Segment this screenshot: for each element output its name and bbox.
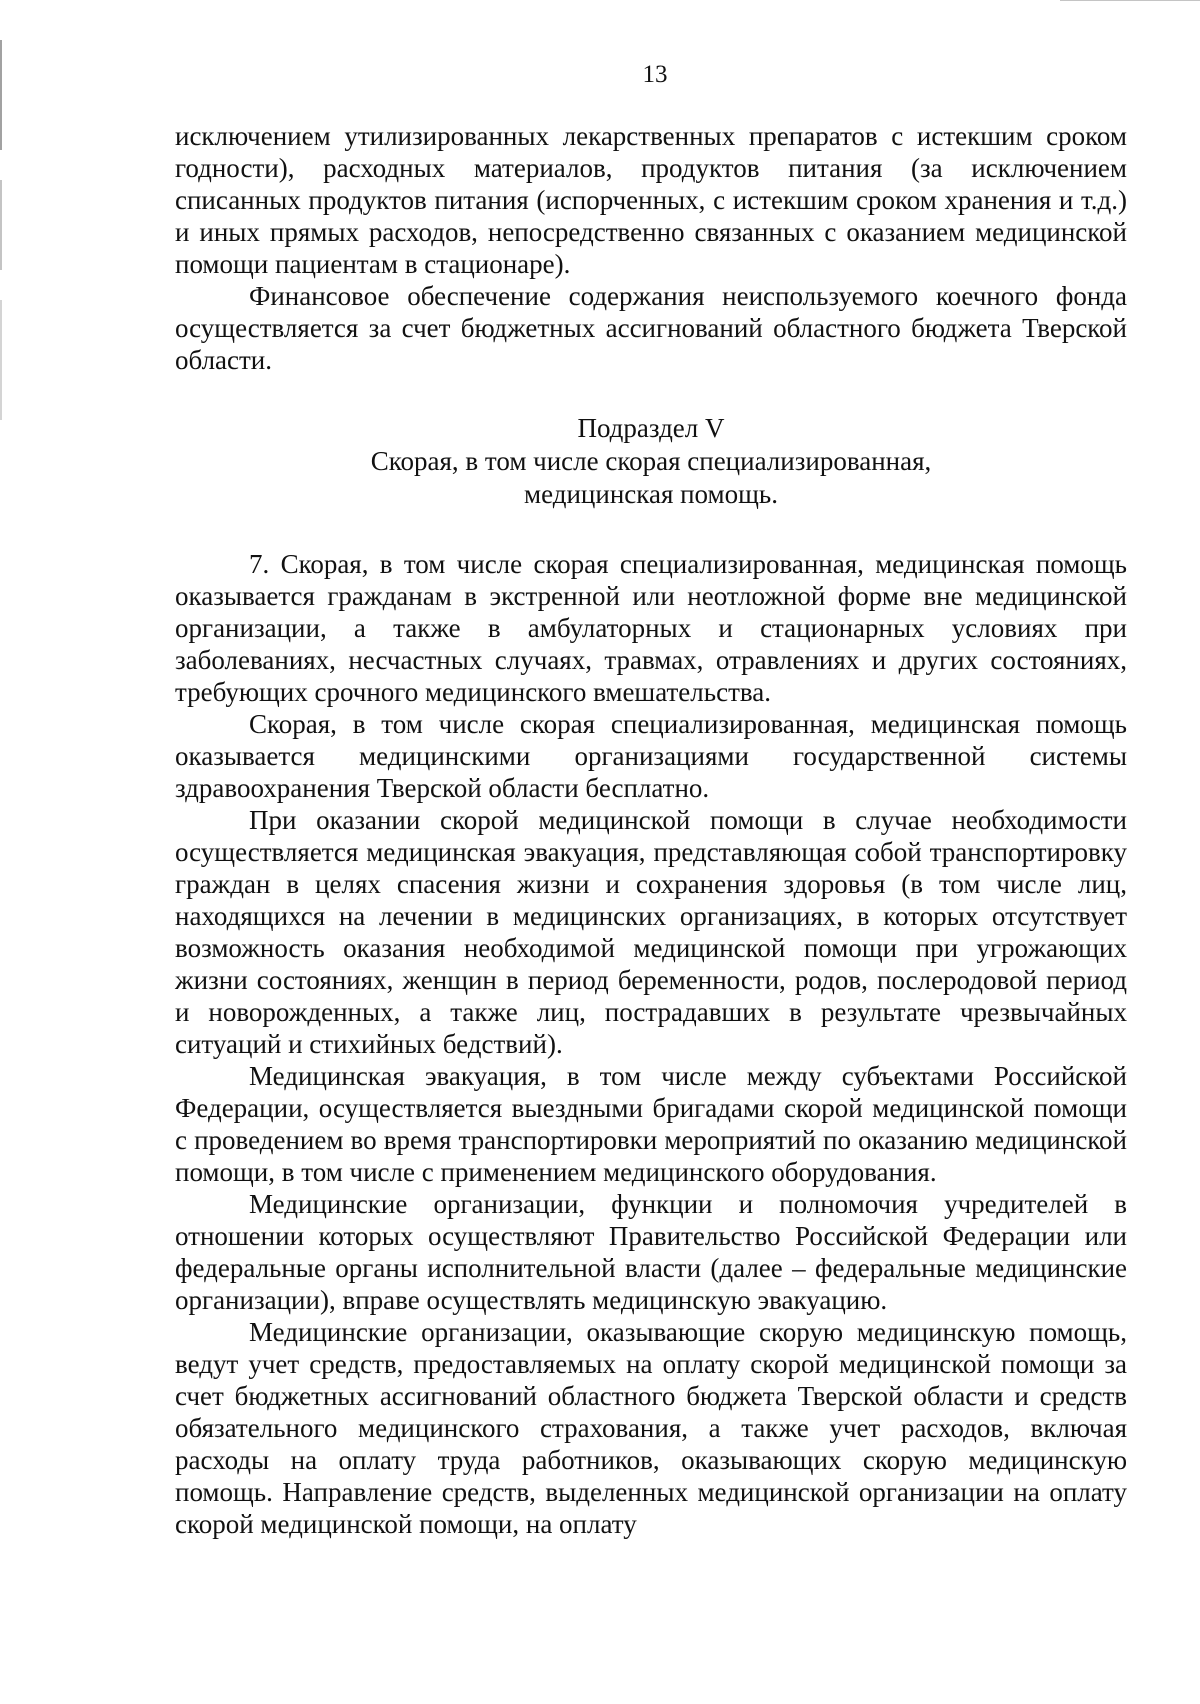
- paragraph-federal-organizations: Медицинские организации, функции и полномочия учредителей в отношении которых осуществляют Правительство Российской Федерации или федеральные органы исполнительной власти (далее – федеральные медицинские организации), вправе осуществлять медицинскую эвакуацию.: [175, 1189, 1127, 1315]
- scan-artifact-mark: [1060, 0, 1200, 1]
- financing-paragraph: Финансовое обеспечение содержания неиспользуемого коечного фонда осуществляется за счет бюджетных ассигнований областного бюджета Тверской области.: [175, 281, 1127, 375]
- paragraph-medical-evacuation: При оказании скорой медицинской помощи в случае необходимости осуществляется медицинская эвакуация, представляющая собой транспортировку граждан в целях спасения жизни и сохранения здоровья (в том числе лиц, находящихся на лечении в медицинских организациях, в которых отсутствует возможность оказания необходимой медицинской помощи при угрожающих жизни состояниях, женщин в период беременности, родов, послеродовой период и новорожденных, а также лиц, пострадавших в результате чрезвычайных ситуаций и стихийных бедствий).: [175, 805, 1127, 1059]
- intro-text-block: [175, 120, 1127, 376]
- paragraph-free-of-charge: Скорая, в том числе скорая специализированная, медицинская помощь оказывается медицинскими организациями государственной системы здравоохранения Тверской области бесплатно.: [175, 709, 1127, 803]
- section-title-line-1: Скорая, в том числе скорая специализированная,: [370, 446, 932, 476]
- scan-artifact-mark: [0, 300, 2, 420]
- section-title-line-2: медицинская помощь.: [524, 479, 778, 509]
- scan-artifact-mark: [0, 40, 2, 150]
- continuation-paragraph: исключением утилизированных лекарственных препаратов с истекшим сроком годности), расходных материалов, продуктов питания (за исключением списанных продуктов питания (испорченных, с истекшим сроком хранения и т.д.) и иных прямых расходов, непосредственно связанных с оказанием медицинской помощи пациентам в стационаре).: [175, 121, 1127, 279]
- paragraph-accounting: Медицинские организации, оказывающие скорую медицинскую помощь, ведут учет средств, предоставляемых на оплату скорой медицинской помощи за счет бюджетных ассигнований областного бюджета Тверской области и средств обязательного медицинского страхования, а также учет расходов, включая расходы на оплату труда работников, оказывающих скорую медицинскую помощь. Направление средств, выделенных медицинской организации на оплату скорой медицинской помощи, на оплату: [175, 1317, 1127, 1539]
- page-number: 13: [642, 61, 668, 88]
- scan-artifact-mark: [0, 180, 2, 270]
- section-heading: [175, 412, 1127, 511]
- paragraph-item-7: 7. Скорая, в том числе скорая специализированная, медицинская помощь оказывается гражданам в экстренной или неотложной форме вне медицинской организации, а также в амбулаторных и стационарных условиях при заболеваниях, несчастных случаях, травмах, отравлениях и других состояниях, требующих срочного медицинского вмешательства.: [175, 549, 1127, 707]
- paragraph-interregional-evacuation: Медицинская эвакуация, в том числе между субъектами Российской Федерации, осуществляется выездными бригадами скорой медицинской помощи с проведением во время транспортировки мероприятий по оказанию медицинской помощи, в том числе с применением медицинского оборудования.: [175, 1061, 1127, 1187]
- section-label: Подраздел V: [577, 413, 725, 443]
- main-text-block: [175, 548, 1127, 1540]
